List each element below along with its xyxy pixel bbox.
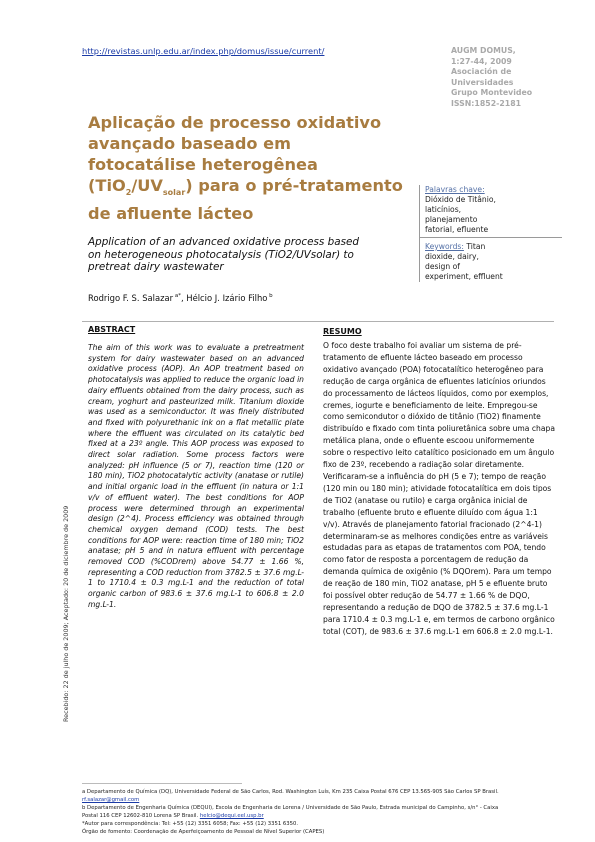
- footnote-b-line2: [82, 812, 572, 820]
- footnote-b-address: Postal 116 CEP 12602-810 Lorena SP Brasil.: [82, 813, 199, 819]
- title-formula-sub: 2: [125, 188, 132, 198]
- author-separator: ,: [180, 293, 187, 303]
- abstract-heading: ABSTRACT: [88, 325, 136, 334]
- journal-line: ISSN:1852-2181: [451, 98, 522, 108]
- english-title-line: pretreat dairy wastewater: [88, 261, 224, 273]
- footnote-b-email-link[interactable]: helcio@dequi.eel.usp.br: [199, 813, 264, 819]
- journal-line: Asociación de: [451, 67, 512, 76]
- title-formula-sub: solar: [162, 188, 186, 198]
- keywords-en-heading: Keywords:: [425, 242, 464, 251]
- title-formula-mid: /UV: [131, 176, 163, 195]
- keywords-pt-heading: Palavras chave:: [425, 185, 485, 194]
- keyword-line: planejamento: [425, 215, 478, 224]
- journal-info: [451, 46, 587, 109]
- keyword-line: dioxide, dairy,: [425, 252, 479, 261]
- author-affiliation: a*: [173, 293, 181, 300]
- footnote-funding: Órgão de fomento: Coordenação de Aperfeiçoamento de Pessoal de Nível Superior (CAPES): [82, 829, 325, 835]
- author-affiliation: b: [267, 293, 273, 300]
- title-line: avançado baseado em: [88, 134, 292, 153]
- keywords-box: [419, 185, 567, 282]
- article-title: [88, 112, 418, 224]
- authors: [88, 293, 273, 303]
- english-title-line: Application of an advanced oxidative process based: [88, 236, 359, 248]
- footnote-a-email-link[interactable]: rf.salazar@gmail.com: [82, 797, 140, 803]
- footnote-rule: [82, 783, 242, 784]
- keyword-line: [425, 242, 567, 252]
- keywords-divider: [420, 237, 562, 238]
- abstract-text: The aim of this work was to evaluate a pretreatment system for dairy wastewater based on an advanced oxidative process (AOP). An AOP treatment based on photocatalysis was applied to reduce the organic load in dairy effluents obtained from the dairy process, such as cream, yoghurt and pasteurized milk. Titanium dioxide was used as a semiconductor. It was finely distributed and fixed with polyurethanic ink on a flat metallic plate where the effluent was circulated on its catalytic bed fixed at a 23º angle. This AOP process was exposed to direct solar radiation. Some process factors were analyzed: pH influence (5 or 7), reaction time (120 or 180 min), TiO2 photocatalytic activity (anatase or rutile) and initial organic load in the effluent (in natura or 1:1 v/v of effluent water). The best conditions for AOP process were determined through an experimental design (2^4). Process efficiency was obtained through chemical oxygen demand (COD) tests. The best conditions for AOP were: reaction time of 180 min; TiO2 anatase; pH 5 and in natura effluent with percentage removed COD (%CODrem) above 54.77 ± 1.66 %, representing a COD reduction from 3782.5 ± 37.6 mg.L-1 to 1710.4 ± 0.3 mg.L-1 and the reduction of total organic carbon of 983.6 ± 37.6 mg.L-1 to 606.8 ± 2.0 mg.L-1.: [88, 343, 304, 609]
- journal-url-link[interactable]: http://revistas.unlp.edu.ar/index.php/domus/issue/current/: [82, 46, 325, 56]
- resumo-text: O foco deste trabalho foi avaliar um sistema de pré-tratamento de efluente lácteo baseado em processo oxidativo avançado (POA) fotocatalítico heterogêneo para redução de carga orgânica de efluentes laticínios oriundos do processamento de lácteos líquidos, como por exemplos, cremes, iogurte e beneficiamento de leite. Empregou-se como semicondutor o dióxido de titânio (TiO2) finamente distribuído e fixado com tinta poliuretânica sobre uma chapa metálica plana, onde o efluente escoou uniformemente sobre o respectivo leito catalítico posicionado em um ângulo fixo de 23º, recebendo a radiação solar diretamente. Verificaram-se a influência do pH (5 e 7); tempo de reação (120 min ou 180 min); atividade fotocatalítica em dois tipos de TiO2 (anatase ou rutilo) e carga orgânica inicial de trabalho (efluente bruto e efluente diluído com água 1:1 v/v). Através de planejamento fatorial fracionado (2^4-1) determinaram-se as melhores condições entre as variáveis estudadas para as etapas de tratamentos com POA, tendo como fator de resposta a porcentagem de redução da demanda química de oxigênio (% DQOrem). Para um tempo de reação de 180 min, TiO2 anatase, pH 5 e efluente bruto foi possível obter redução de 54.77 ± 1.66 % de DQO, representando a redução de DQO de 3782.5 ± 37.6 mg.L-1 para 1710.4 ± 0.3 mg.L-1 e, em termos de carbono orgânico total (COT), de 983.6 ± 37.6 mg.L-1 em 606.8 ± 2.0 mg.L-1.: [323, 341, 555, 636]
- section-divider: [82, 321, 554, 322]
- journal-line: 1:27-44, 2009: [451, 56, 512, 66]
- journal-line: AUGM DOMUS,: [451, 46, 516, 55]
- title-line: fotocatálise heterogênea: [88, 155, 318, 174]
- journal-line: Universidades: [451, 77, 514, 87]
- footnote-correspondence: *Autor para correspondência: Tel: +55 (12) 3351 6058; Fax: +55 (12) 3351 6350.: [82, 821, 299, 827]
- journal-line: Grupo Montevideo: [451, 88, 533, 97]
- keyword-line: design of: [425, 262, 460, 271]
- title-line: de afluente lácteo: [88, 204, 254, 224]
- footnote-b: b Departamento de Engenharia Química (DEQUI), Escola de Engenharia de Lorena / Universidade de São Paulo, Estrada municipal do Campinho, s/n° - Caixa: [82, 805, 499, 811]
- keyword-line: experiment, effluent: [425, 272, 503, 281]
- title-line: [88, 175, 418, 203]
- author-name: Hélcio J. Izário Filho: [186, 293, 268, 303]
- title-formula-close: ) para o pré-tratamento: [185, 176, 403, 195]
- received-dates-note: Recebido: 22 de julho de 2009; Aceptado: 20 de diciembre de 2009: [62, 505, 70, 722]
- author-name: Rodrigo F. S. Salazar: [88, 293, 174, 303]
- keyword-line: fatorial, efluente: [425, 225, 489, 234]
- english-title: [88, 236, 408, 274]
- footnote-a: a Departamento de Química (DQ), Universidade Federal de São Carlos, Rod. Washington Luís, Km 235 Caixa Postal 676 CEP 13.565-905 São Carlos SP Brasil.: [82, 789, 499, 795]
- keyword-first: Titan: [463, 242, 486, 251]
- keyword-line: laticínios,: [425, 205, 462, 214]
- title-line: Aplicação de processo oxidativo: [88, 113, 382, 132]
- footnotes-block: [82, 783, 572, 836]
- resumo-heading: RESUMO: [323, 327, 362, 336]
- title-formula-open: (TiO: [88, 176, 126, 195]
- keyword-line: Dióxido de Titânio,: [425, 195, 496, 204]
- english-title-line: on heterogeneous photocatalysis (TiO2/UVsolar) to: [88, 248, 354, 261]
